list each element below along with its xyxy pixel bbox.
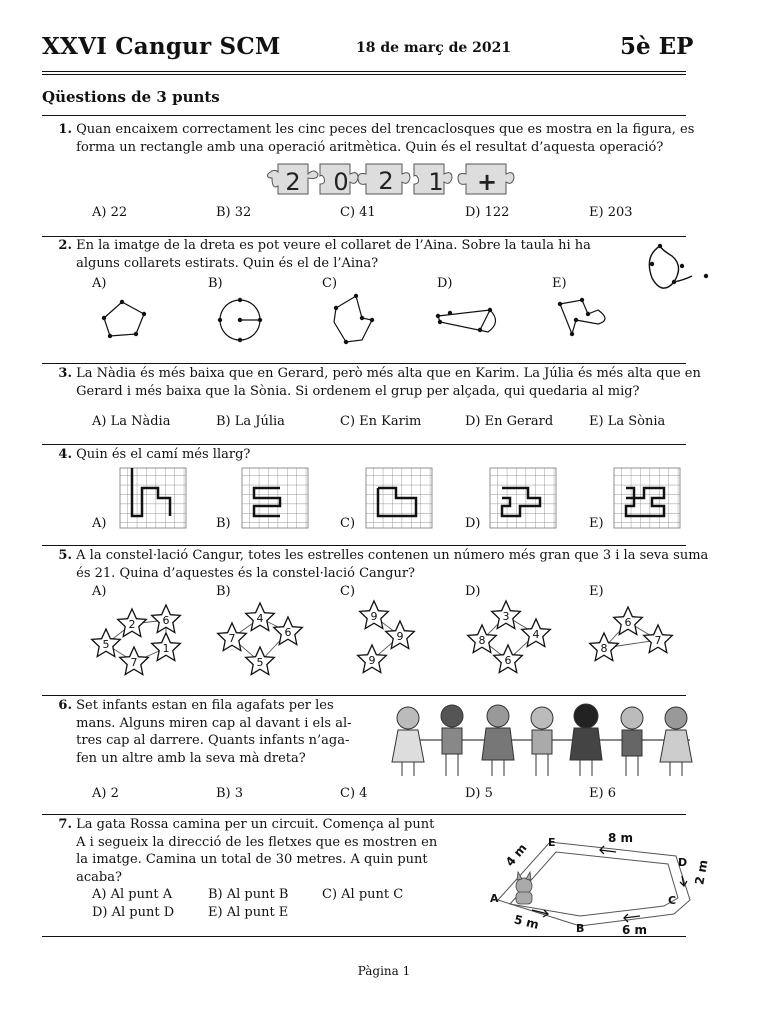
necklace-option-a [104, 302, 144, 336]
question-6 [42, 697, 372, 767]
section-title: Qüestions de 3 punts [42, 88, 220, 106]
option: A) [92, 584, 107, 599]
necklaces-figure [90, 290, 620, 350]
question-text: A la constel·lació Cangur, totes les estrelles contenen un número més gran que 3 i la seva suma [76, 548, 709, 563]
circuit-figure [476, 824, 711, 937]
option: D) 122 [465, 205, 510, 220]
option: D) [465, 516, 481, 531]
option: C) [340, 516, 356, 531]
option: B) [208, 276, 223, 291]
question-number: 4. [58, 447, 72, 462]
child-figure [531, 707, 553, 776]
option: A) La Nàdia [92, 414, 171, 429]
question-5 [42, 547, 722, 582]
option: C) 41 [340, 205, 376, 220]
children-illustration [380, 700, 710, 780]
circuit-length-label: 4 m [502, 840, 530, 870]
star-number: 9 [370, 610, 378, 623]
circuit-point-label: E [548, 836, 556, 849]
necklace-option-c [334, 296, 372, 342]
question-divider [42, 444, 686, 445]
question-text: alguns collarets estirats. Quin és el de l’Aina? [76, 255, 379, 271]
star-number: 3 [502, 610, 510, 623]
star-number: 7 [130, 656, 138, 669]
question-text: tres cap al darrere. Quants infants n’aga- [76, 733, 350, 748]
circuit-point-label: B [576, 922, 585, 935]
question-text: Set infants estan en fila agafats per les [76, 698, 334, 713]
exam-level: 5è EP [620, 33, 694, 60]
star-number: 8 [478, 634, 486, 647]
option: C) [340, 584, 356, 599]
star-number: 4 [532, 628, 540, 641]
header-rule-bottom [42, 74, 686, 75]
question-divider [42, 115, 686, 116]
grid-option-b [242, 468, 308, 528]
option: E) [552, 276, 567, 291]
grid-option-e [614, 468, 680, 528]
child-figure [660, 707, 692, 776]
puzzle-label: 2 [285, 168, 301, 196]
puzzle-label: 2 [378, 167, 394, 195]
grid-option-d [490, 468, 556, 528]
question-text: En la imatge de la dreta es pot veure el collaret de l’Aina. Sobre la taula hi ha [76, 238, 591, 253]
option: A) [92, 276, 107, 291]
child-figure [441, 705, 463, 776]
child-figure [570, 704, 602, 776]
circuit-point-label: D [678, 856, 688, 869]
constellation-c [358, 601, 415, 673]
star-number: 1 [162, 642, 170, 655]
star-number: 5 [102, 638, 110, 651]
star-number: 8 [600, 642, 608, 655]
question-text: forma un rectangle amb una operació aritmètica. Quin és el resultat d’aquesta operació? [76, 139, 664, 155]
star-number: 2 [128, 618, 136, 631]
circuit-length-label: 8 m [608, 831, 634, 845]
option: A) Al punt A [92, 887, 173, 902]
question-text: la imatge. Camina un total de 30 metres. A quin punt [76, 852, 428, 867]
necklace-option-d [438, 310, 496, 332]
option: B) La Júlia [216, 414, 285, 429]
option: E) [589, 516, 604, 531]
question-number: 7. [58, 817, 72, 832]
question-number: 6. [58, 698, 72, 713]
paths-figure [118, 466, 678, 532]
circuit-point-label: C [668, 894, 677, 907]
child-figure [482, 705, 514, 776]
puzzle-label: 0 [333, 168, 349, 196]
star-number: 6 [162, 614, 170, 627]
question-divider [42, 814, 686, 815]
star-number: 9 [368, 654, 376, 667]
option: E) 203 [589, 205, 633, 220]
star-number: 5 [256, 656, 264, 669]
option: E) 6 [589, 786, 616, 801]
question-text: acaba? [76, 869, 122, 885]
necklace-option-e [560, 300, 605, 334]
star-number: 6 [284, 626, 292, 639]
star-number: 7 [654, 634, 662, 647]
circuit-length-label: 6 m [622, 923, 648, 937]
option: E) [589, 584, 604, 599]
star-number: 9 [396, 630, 404, 643]
option: C) 4 [340, 786, 368, 801]
question-4 [42, 446, 250, 464]
question-number: 1. [58, 122, 72, 137]
question-number: 2. [58, 238, 72, 253]
question-text: fen un altre amb la seva mà dreta? [76, 750, 306, 766]
option: A) 22 [92, 205, 128, 220]
option: B) 3 [216, 786, 244, 801]
option: B) Al punt B [208, 887, 289, 902]
constellations-figure [88, 600, 688, 680]
question-divider [42, 363, 686, 364]
option: A) [92, 516, 107, 531]
question-7 [42, 816, 472, 886]
option: C) [322, 276, 338, 291]
question-text: mans. Alguns miren cap al davant i els al- [76, 715, 352, 731]
page-footer: Pàgina 1 [357, 964, 411, 978]
puzzle-figure [266, 160, 524, 200]
option: D) Al punt D [92, 905, 175, 920]
question-text: és 21. Quina d’aquestes és la constel·lació Cangur? [76, 565, 416, 581]
aina-necklace-figure [640, 236, 720, 300]
option: D) [437, 276, 453, 291]
question-text: Quin és el camí més llarg? [76, 447, 251, 462]
circuit-length-label: 2 m [692, 858, 711, 886]
question-text: Quan encaixem correctament les cinc peces del trencaclosques que es mostra en la figura, es [76, 122, 695, 137]
child-figure [621, 707, 643, 776]
option: B) [216, 584, 231, 599]
option: A) 2 [92, 786, 119, 801]
question-divider [42, 936, 686, 937]
star-number: 6 [624, 616, 632, 629]
question-divider [42, 695, 686, 696]
star-number: 7 [228, 632, 236, 645]
cat-icon [516, 872, 532, 904]
option: D) [465, 584, 481, 599]
question-divider [42, 545, 686, 546]
option: D) 5 [465, 786, 493, 801]
question-number: 5. [58, 548, 72, 563]
grid-option-c [366, 468, 432, 528]
circuit-point-label: A [490, 892, 499, 905]
question-1 [42, 121, 702, 156]
option: D) En Gerard [465, 414, 554, 429]
header-rule-top [42, 71, 686, 72]
exam-title: XXVI Cangur SCM [42, 33, 281, 60]
question-3 [42, 365, 722, 400]
star-number: 4 [256, 612, 264, 625]
question-text: La gata Rossa camina per un circuit. Comença al punt [76, 817, 435, 832]
puzzle-label: + [476, 168, 498, 196]
option: B) 32 [216, 205, 252, 220]
puzzle-label: 1 [428, 168, 444, 196]
option: B) [216, 516, 231, 531]
question-text: Gerard i més baixa que la Sònia. Si ordenem el grup per alçada, qui quedaria al mig? [76, 383, 640, 399]
question-text: La Nàdia és més baixa que en Gerard, però més alta que en Karim. La Júlia és més alta que en [76, 366, 701, 381]
star-number: 6 [504, 654, 512, 667]
option: C) Al punt C [322, 887, 404, 902]
option: E) La Sònia [589, 414, 666, 429]
option: C) En Karim [340, 414, 422, 429]
circuit-length-label: 5 m [512, 912, 541, 932]
grid-option-a [120, 468, 186, 528]
question-text: A i segueix la direcció de les fletxes que es mostren en [76, 834, 438, 850]
exam-date: 18 de març de 2021 [356, 40, 512, 56]
question-2 [42, 237, 642, 272]
option: E) Al punt E [208, 905, 289, 920]
child-figure [392, 707, 424, 776]
question-number: 3. [58, 366, 72, 381]
